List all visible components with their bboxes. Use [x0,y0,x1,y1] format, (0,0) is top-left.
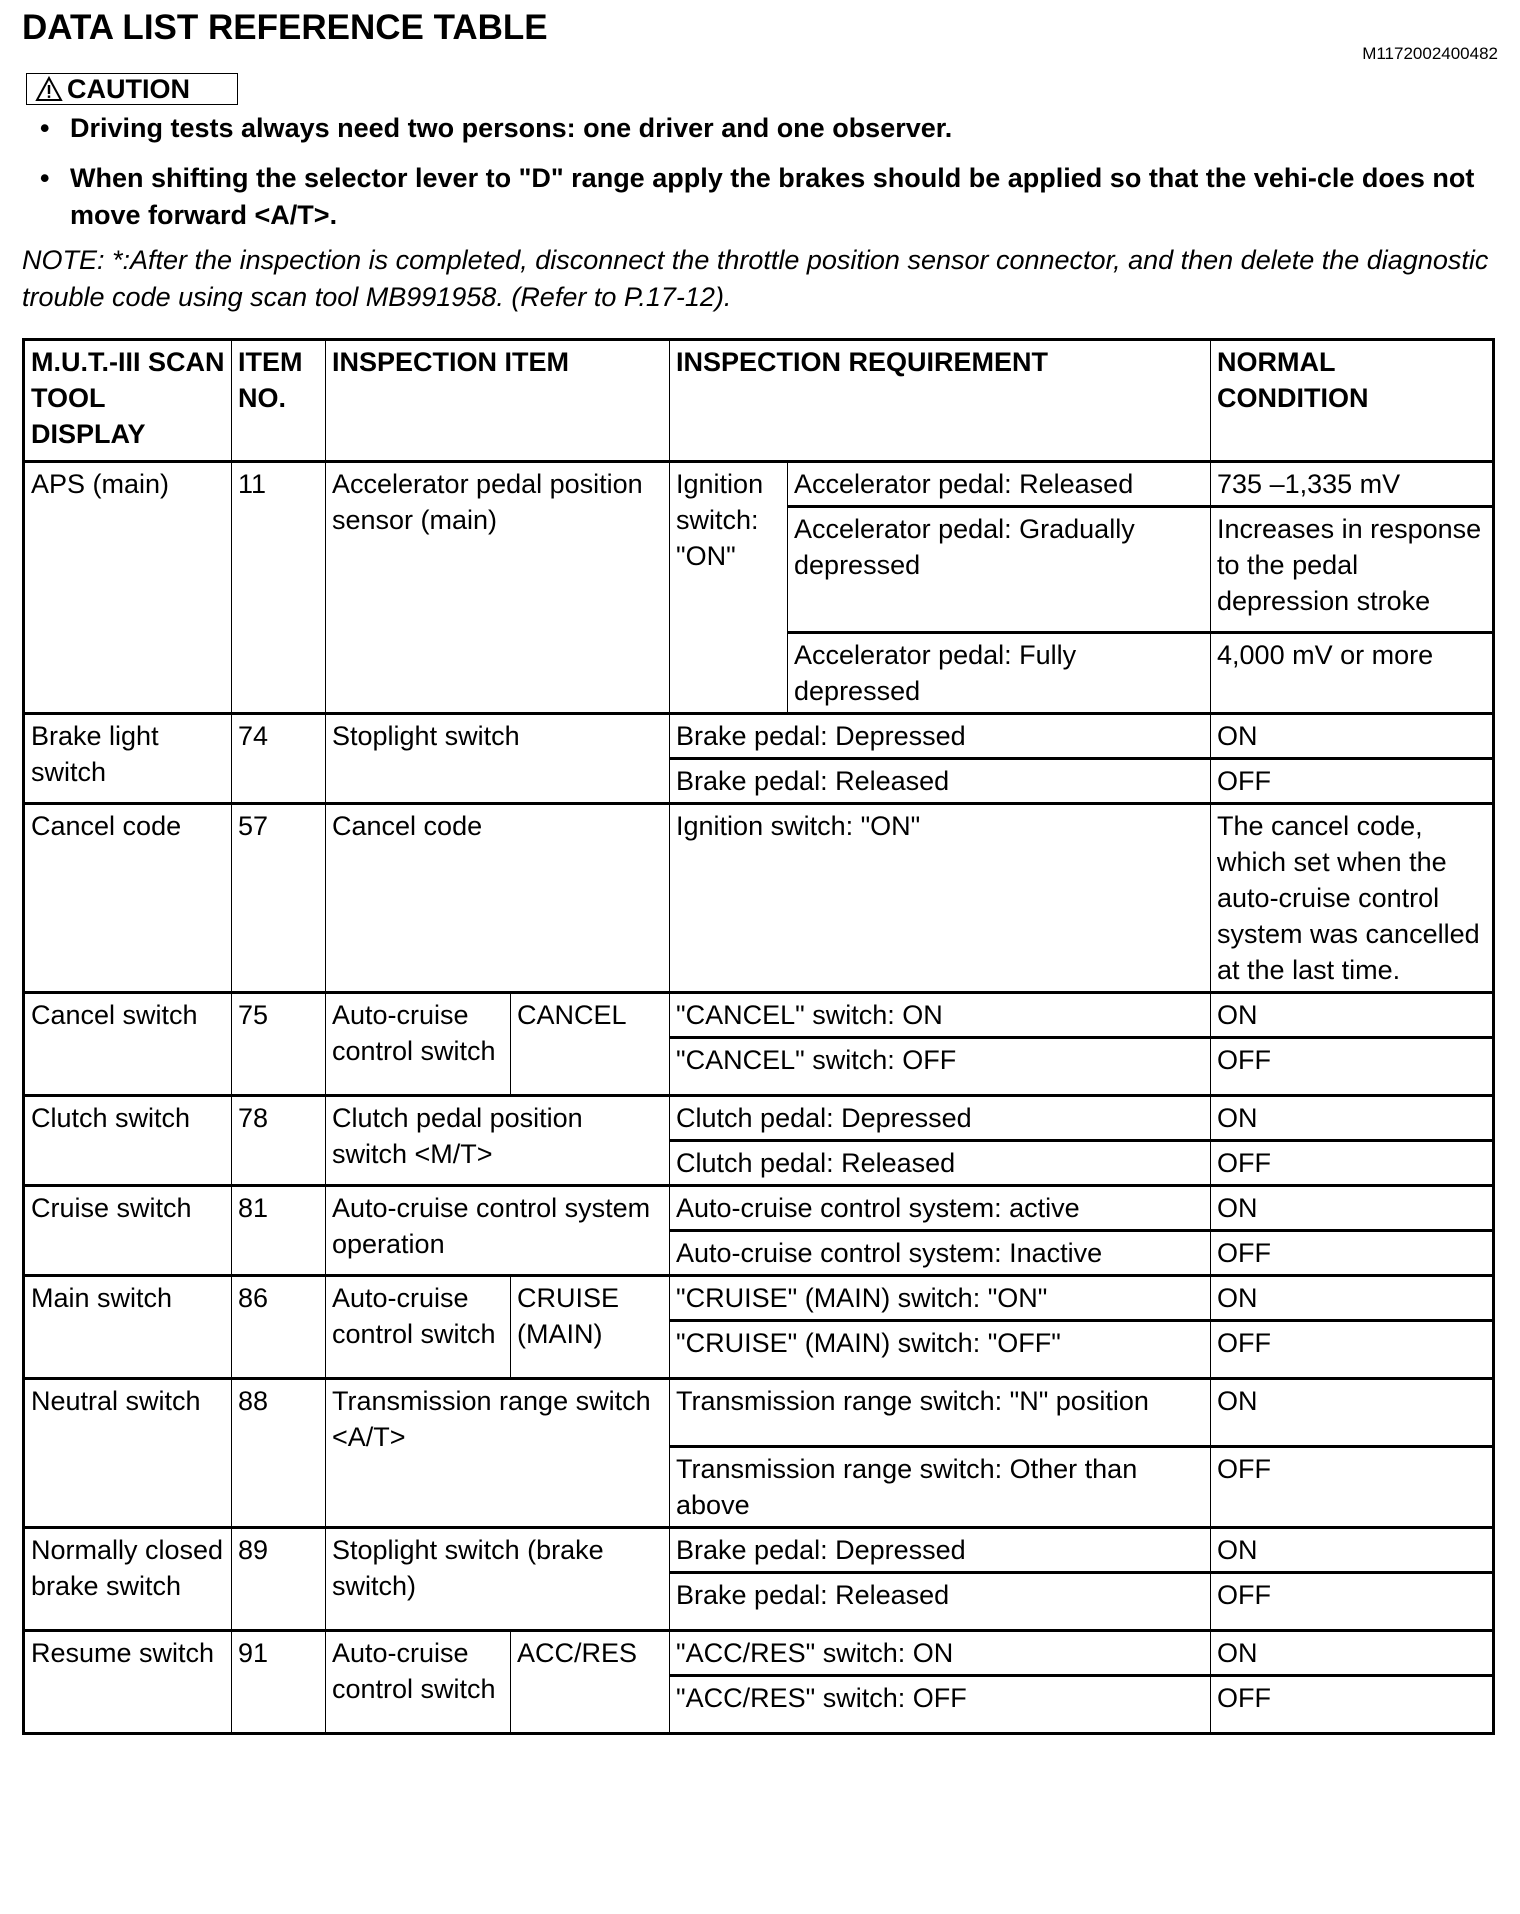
table-row [24,804,1494,993]
cell-requirement: "CRUISE" (MAIN) switch: "ON" [670,1276,1211,1321]
cell-item-no: 91 [232,1631,326,1734]
table-row [24,1631,1494,1676]
page-title: DATA LIST REFERENCE TABLE [22,8,548,47]
cell-requirement: Auto-cruise control system: Inactive [670,1231,1211,1276]
cell-normal-condition: ON [1211,1528,1494,1573]
bullet-icon: • [40,163,50,193]
table-row [24,1096,1494,1141]
cell-display: Cruise switch [24,1186,232,1276]
cell-normal-condition: The cancel code, which set when the auto-cruise control system was cancelled at the last time. [1211,804,1494,993]
cell-requirement: "ACC/RES" switch: OFF [670,1676,1211,1734]
cell-display: Cancel code [24,804,232,993]
table-row [24,1528,1494,1573]
cell-normal-condition: OFF [1211,1141,1494,1186]
caution-label: CAUTION [67,73,190,104]
cell-item-no: 89 [232,1528,326,1631]
table-row [24,462,1494,507]
cell-requirement: Brake pedal: Released [670,1573,1211,1631]
cell-display: Resume switch [24,1631,232,1734]
cell-item-no: 57 [232,804,326,993]
cell-inspection-item: Stoplight switch (brake switch) [326,1528,670,1631]
cell-item-no: 75 [232,993,326,1096]
cell-display: Clutch switch [24,1096,232,1186]
cell-normal-condition: 735 –1,335 mV [1211,462,1494,507]
cell-item-no: 78 [232,1096,326,1186]
cell-display: Neutral switch [24,1379,232,1528]
caution-item: • When shifting the selector lever to "D" range apply the brakes should be applied so that the vehi-cle does not move forward <A/T>. [36,160,1496,234]
cell-requirement: Accelerator pedal: Fully depressed [788,633,1211,714]
table-row [24,1379,1494,1447]
cell-requirement: Transmission range switch: "N" position [670,1379,1211,1447]
cell-requirement: "CRUISE" (MAIN) switch: "OFF" [670,1321,1211,1379]
note-text: NOTE: *:After the inspection is completed, disconnect the throttle position sensor connector, and then delete the diagnostic trouble code using scan tool MB991958. (Refer to P.17-12). [22,245,1489,312]
cell-display: Cancel switch [24,993,232,1096]
cell-normal-condition: Increases in response to the pedal depression stroke [1211,507,1494,633]
table-row [24,1276,1494,1321]
cell-item-no: 11 [232,462,326,714]
table-header-row [24,340,1494,462]
cell-inspection-item-sub: CRUISE (MAIN) [511,1276,670,1379]
cell-requirement: Brake pedal: Released [670,759,1211,804]
cell-requirement: Accelerator pedal: Gradually depressed [788,507,1211,633]
cell-inspection-item-sub: ACC/RES [511,1631,670,1734]
cell-requirement: Clutch pedal: Released [670,1141,1211,1186]
cell-normal-condition: OFF [1211,1321,1494,1379]
cell-inspection-item: Auto-cruise control switch [326,1631,511,1734]
data-list-table [22,338,1495,1735]
cell-normal-condition: OFF [1211,1447,1494,1528]
cell-display: Normally closed brake switch [24,1528,232,1631]
bullet-icon: • [40,113,50,143]
cell-requirement: Ignition switch: "ON" [670,804,1211,993]
cell-requirement: "CANCEL" switch: ON [670,993,1211,1038]
cell-normal-condition: OFF [1211,1676,1494,1734]
cell-normal-condition: OFF [1211,1038,1494,1096]
cell-inspection-item: Auto-cruise control system operation [326,1186,670,1276]
cell-inspection-item: Cancel code [326,804,670,993]
cell-inspection-item: Stoplight switch [326,714,670,804]
caution-item: • Driving tests always need two persons: one driver and one observer. [36,110,1496,147]
header-display: M.U.T.-III SCAN TOOL DISPLAY [24,340,232,462]
cell-item-no: 88 [232,1379,326,1528]
cell-inspection-item-sub: CANCEL [511,993,670,1096]
cell-requirement: Brake pedal: Depressed [670,1528,1211,1573]
cell-display: Brake light switch [24,714,232,804]
caution-list [36,110,1496,247]
header-inspection-item: INSPECTION ITEM [326,340,670,462]
cell-normal-condition: 4,000 mV or more [1211,633,1494,714]
cell-normal-condition: ON [1211,1186,1494,1231]
caution-label-box [26,73,238,105]
table-row [24,1186,1494,1231]
cell-normal-condition: ON [1211,993,1494,1038]
cell-inspection-item: Auto-cruise control switch [326,993,511,1096]
cell-requirement: "ACC/RES" switch: ON [670,1631,1211,1676]
warning-triangle-icon [35,76,63,102]
cell-inspection-item: Accelerator pedal position sensor (main) [326,462,670,714]
cell-requirement-prefix: Ignition switch: "ON" [670,462,788,714]
cell-normal-condition: ON [1211,1096,1494,1141]
cell-normal-condition: OFF [1211,1231,1494,1276]
header-item-no: ITEM NO. [232,340,326,462]
cell-normal-condition: ON [1211,1631,1494,1676]
cell-normal-condition: ON [1211,1379,1494,1447]
cell-display: APS (main) [24,462,232,714]
cell-inspection-item: Clutch pedal position switch <M/T> [326,1096,670,1186]
cell-inspection-item: Transmission range switch <A/T> [326,1379,670,1528]
cell-requirement: Brake pedal: Depressed [670,714,1211,759]
cell-item-no: 74 [232,714,326,804]
cell-item-no: 86 [232,1276,326,1379]
header-normal-condition: NORMAL CONDITION [1211,340,1494,462]
cell-normal-condition: ON [1211,714,1494,759]
cell-normal-condition: ON [1211,1276,1494,1321]
cell-requirement: "CANCEL" switch: OFF [670,1038,1211,1096]
cell-normal-condition: OFF [1211,1573,1494,1631]
cell-display: Main switch [24,1276,232,1379]
document-id: M1172002400482 [1362,44,1498,63]
table-row [24,993,1494,1038]
cell-requirement: Accelerator pedal: Released [788,462,1211,507]
cell-requirement: Clutch pedal: Depressed [670,1096,1211,1141]
cell-requirement: Auto-cruise control system: active [670,1186,1211,1231]
cell-inspection-item: Auto-cruise control switch [326,1276,511,1379]
table-row [24,714,1494,759]
header-inspection-requirement: INSPECTION REQUIREMENT [670,340,1211,462]
cell-requirement: Transmission range switch: Other than above [670,1447,1211,1528]
cell-normal-condition: OFF [1211,759,1494,804]
cell-item-no: 81 [232,1186,326,1276]
